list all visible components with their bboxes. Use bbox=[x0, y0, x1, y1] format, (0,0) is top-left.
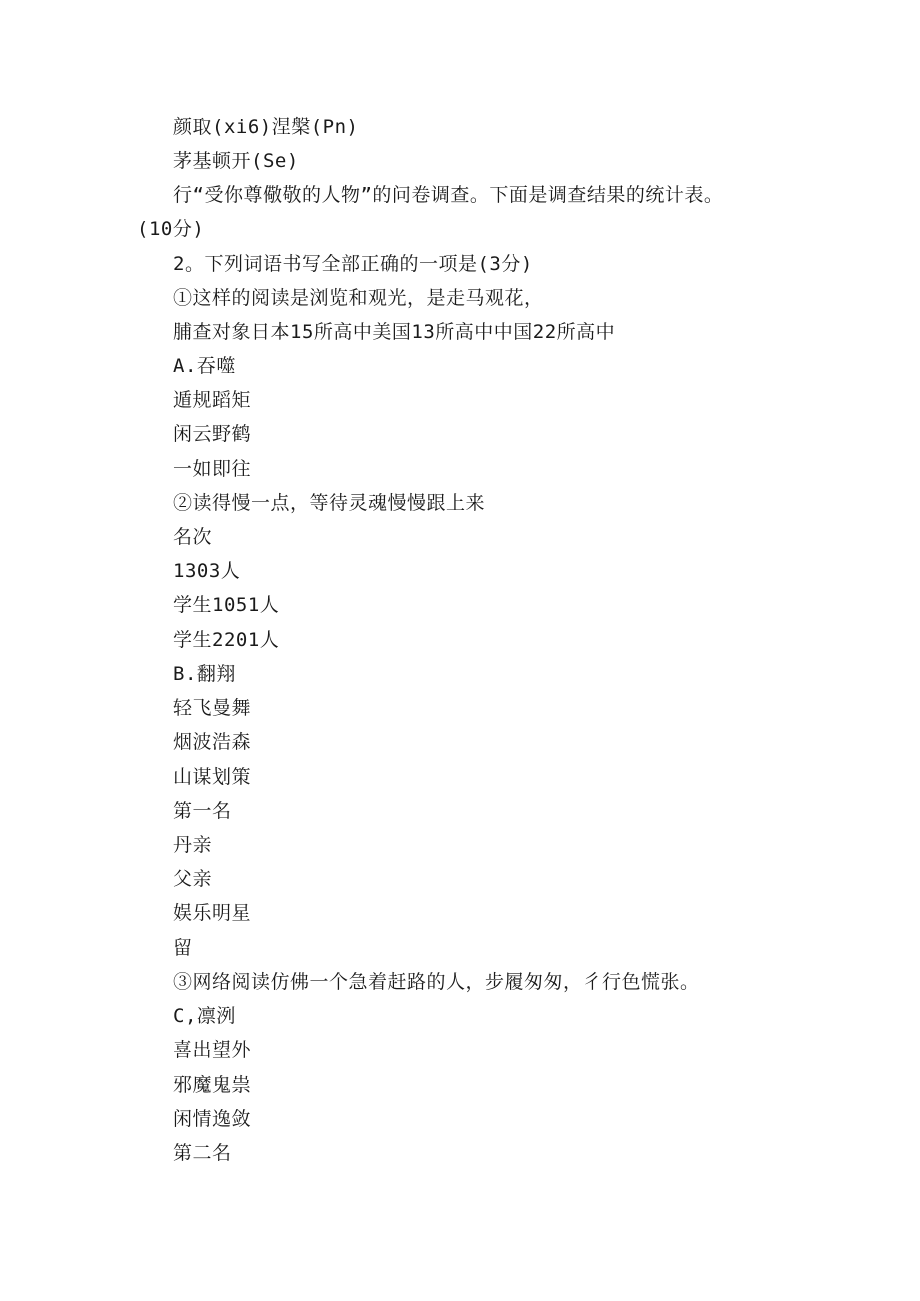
text-line: 父亲 bbox=[173, 868, 213, 890]
text-line: 轻飞曼舞 bbox=[173, 697, 252, 719]
text-line: 邪魔鬼祟 bbox=[173, 1074, 252, 1096]
text-line: A.吞噬 bbox=[173, 355, 236, 377]
text-line: 茅基顿开(Se) bbox=[173, 150, 299, 172]
text-line: 第一名 bbox=[173, 800, 232, 822]
text-line: ①这样的阅读是浏览和观光，是走马观花， bbox=[173, 287, 544, 309]
text-line: 名次 bbox=[173, 526, 213, 548]
text-line: 丹亲 bbox=[173, 834, 213, 856]
text-line: 第二名 bbox=[173, 1142, 232, 1164]
text-line: 山谋划策 bbox=[173, 766, 252, 788]
text-line: 留 bbox=[173, 937, 193, 959]
text-line: 学生2201人 bbox=[173, 629, 280, 651]
text-line: 遁规蹈矩 bbox=[173, 389, 252, 411]
text-line: 一如即往 bbox=[173, 458, 252, 480]
text-line: 娱乐明星 bbox=[173, 902, 252, 924]
text-line: 学生1051人 bbox=[173, 594, 280, 616]
text-line: 行“受你尊儆敬的人物”的问卷调查。下面是调查结果的统计表。 bbox=[173, 184, 724, 206]
text-line: 喜出望外 bbox=[173, 1039, 252, 1061]
text-line: C,凛洌 bbox=[173, 1005, 236, 1027]
text-line: 闲云野鹤 bbox=[173, 423, 252, 445]
text-line: 闲情逸敛 bbox=[173, 1108, 252, 1130]
text-line: 1303人 bbox=[173, 560, 241, 582]
text-line: B.翻翔 bbox=[173, 663, 236, 685]
text-line: 2。下列词语书写全部正确的一项是(3分) bbox=[173, 253, 533, 275]
text-line: 脯查对象日本15所高中美国13所高中中国22所高中 bbox=[173, 321, 616, 343]
text-line: (10分) bbox=[137, 218, 205, 240]
text-line: 烟波浩森 bbox=[173, 731, 252, 753]
text-line: ③网络阅读仿佛一个急着赶路的人，步履匆匆，彳行色慌张。 bbox=[173, 971, 700, 993]
text-line: ②读得慢一点，等待灵魂慢慢跟上来 bbox=[173, 492, 486, 514]
text-line: 颜取(xi6)涅槃(Pn) bbox=[173, 116, 359, 138]
